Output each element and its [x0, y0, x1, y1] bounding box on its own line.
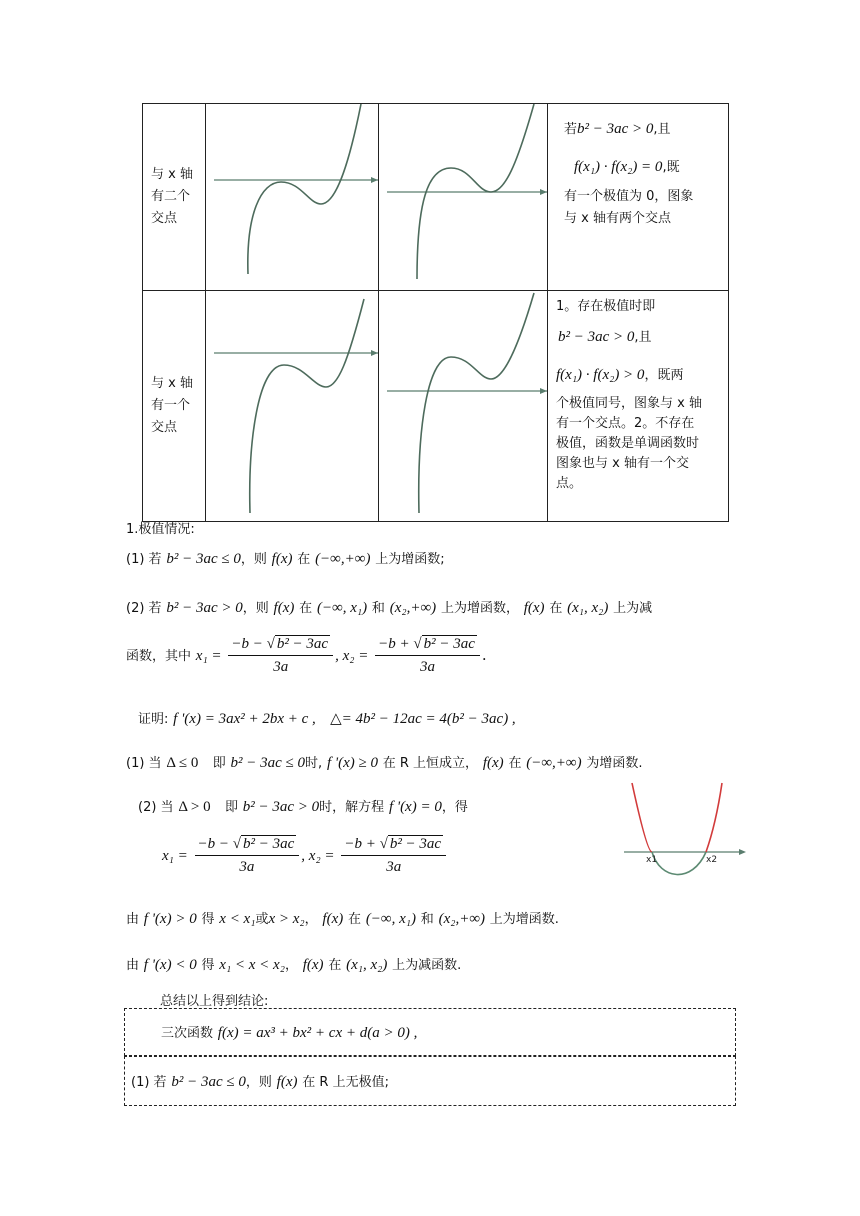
math: , x₂ = [301, 848, 335, 864]
desc-text: 有一个极值为 0，图象 [564, 189, 694, 204]
summary-heading: 总结以上得到结论: [160, 994, 269, 1009]
text: 时, [305, 756, 323, 771]
text: ，则 [240, 552, 267, 567]
conclusion-box-2 [124, 1056, 736, 1106]
desc-text: ,既 [662, 160, 680, 175]
case-2-line [126, 597, 652, 617]
text: 上为减 [613, 601, 653, 616]
case-1-line [126, 548, 445, 568]
product-math: f(x₁) · f(x₂) > 0 [556, 367, 645, 383]
math: (−∞,+∞) [526, 755, 582, 771]
math: f '(x) = 3ax² + 2bx + c , [173, 711, 316, 727]
row-label-line: 有二个 [151, 189, 191, 204]
graph-cell [379, 104, 548, 291]
text: 上为减函数. [392, 958, 462, 973]
row-label-cell [143, 291, 206, 522]
desc-text: 有一个交点。2。不存在 [556, 416, 695, 431]
math: b² − 3ac [389, 836, 442, 852]
graph-cell [379, 291, 548, 522]
text: ，则 [245, 1075, 272, 1090]
text: 在 [328, 958, 342, 973]
text: 时，解方程 [319, 800, 385, 815]
x2-fraction: $\frac{\text{−b + √ b² − 3ac}}{3a}$ [341, 836, 446, 876]
decreasing-line [126, 954, 461, 974]
cubic-graph-tangent-left [206, 104, 378, 286]
desc-text: 个极值同号，图象与 x 轴 [556, 396, 702, 411]
math: −b − [231, 636, 263, 652]
graph-cell [206, 291, 379, 522]
text: 在 [508, 756, 522, 771]
math: f '(x) = 0 [388, 799, 442, 815]
text: 和 [371, 601, 385, 616]
conclusion-box-1 [124, 1008, 736, 1056]
roots-formula-line [126, 636, 487, 676]
section-heading: 1.极值情况: [126, 522, 195, 537]
table-row [143, 104, 729, 291]
description-cell [548, 104, 729, 291]
graph-cell [206, 104, 379, 291]
math: x < x₁ [219, 911, 256, 927]
math: f(x) [271, 551, 293, 567]
text: 即 [212, 756, 226, 771]
text: 在 [297, 552, 311, 567]
text: 函数，其中 [126, 649, 192, 664]
text: 在 [348, 912, 362, 927]
math: f(x) [302, 957, 324, 973]
math: −b − [197, 836, 230, 852]
math: (x₁, x₂) [346, 957, 388, 973]
text: 即 [224, 800, 238, 815]
math: f(x) = ax³ + bx² + cx + d(a > 0) , [217, 1025, 418, 1041]
math: 3a [386, 859, 402, 875]
row-label-line: 交点 [151, 420, 178, 435]
math: x₁ = [162, 848, 188, 864]
math: f '(x) ≥ 0 [326, 755, 378, 771]
text: 上为增函数. [489, 912, 559, 927]
parabola-derivative-graph [622, 780, 750, 884]
math: (−∞, x₁) [316, 600, 368, 616]
cubic-graph-above-axis [206, 291, 378, 517]
text: ，得 [441, 800, 468, 815]
text: (1) 若 [126, 552, 162, 567]
math: (−∞, x₁) [365, 911, 416, 927]
condition-math: b² − 3ac > 0 [577, 121, 654, 137]
desc-text: ,且 [634, 330, 652, 345]
text: 上为增函数; [375, 552, 445, 567]
text: 得 [201, 958, 215, 973]
row-label-cell [143, 104, 206, 291]
text: (2) 若 [126, 601, 162, 616]
row-label-line: 与 x 轴 [151, 167, 193, 182]
math: 3a [420, 659, 435, 675]
description-cell [548, 291, 729, 522]
math: b² − 3ac > 0 [242, 799, 320, 815]
text: 在 R 上无极值; [302, 1075, 389, 1090]
desc-text: ,且 [653, 122, 671, 137]
desc-text: 与 x 轴有两个交点 [564, 211, 671, 226]
text: 由 [126, 912, 140, 927]
text: 由 [126, 958, 140, 973]
desc-text: 点。 [556, 476, 583, 491]
desc-text: 图象也与 x 轴有一个交 [556, 456, 689, 471]
math: , x₂ = [335, 648, 369, 664]
math: Δ ≤ 0 [166, 755, 199, 771]
math: x > x₂ [268, 911, 305, 927]
text: 三次函数 [161, 1026, 214, 1041]
desc-text: 极值，函数是单调函数时 [556, 436, 700, 451]
row-label-line: 有一个 [151, 398, 191, 413]
cubic-graph-below-axis [379, 291, 547, 517]
text: 在 [549, 601, 563, 616]
proof-case-2-line [138, 796, 468, 816]
math: f(x) [322, 911, 344, 927]
math: b² − 3ac ≤ 0 [171, 1074, 246, 1090]
x1-fraction: $\frac{\text{−b − √ b² − 3ac}}{3a}$ [195, 836, 300, 876]
math: −b + [378, 636, 410, 652]
math: x₁ < x < x₂ [219, 957, 285, 973]
roots-formula-line-2 [162, 836, 448, 876]
math: b² − 3ac ≤ 0 [166, 551, 241, 567]
math: 3a [273, 659, 289, 675]
text: 上为增函数， [440, 601, 519, 616]
text: ，则 [242, 601, 269, 616]
x1-fraction: $\frac{\text{−b − √ b² − 3ac}}{3a}$ [228, 636, 333, 676]
math: (−∞,+∞) [315, 551, 371, 567]
desc-text: 若 [564, 122, 578, 137]
math: f '(x) < 0 [143, 957, 197, 973]
math: (x₂,+∞) [438, 911, 486, 927]
math: b² − 3ac [276, 636, 329, 652]
text: ， [284, 958, 298, 973]
x1-label: x1 [646, 855, 658, 865]
row-label-line: 交点 [151, 211, 178, 226]
math: x₁ = [195, 648, 222, 664]
math: f(x) [482, 755, 504, 771]
math: −b + [344, 836, 376, 852]
desc-text: ，既两 [644, 368, 684, 383]
cubic-cases-table [142, 103, 729, 522]
math: b² − 3ac [423, 636, 475, 652]
x2-fraction: $\frac{\text{−b + √ b² − 3ac}}{3a}$ [375, 636, 480, 676]
text: 在 [299, 601, 313, 616]
condition-math: b² − 3ac > 0 [558, 329, 635, 345]
math: Δ > 0 [178, 799, 211, 815]
text: 或 [255, 912, 269, 927]
math: f(x) [276, 1074, 298, 1090]
x2-label: x2 [706, 855, 718, 865]
product-math: f(x₁) · f(x₂) = 0 [574, 159, 663, 175]
math: b² − 3ac ≤ 0 [230, 755, 306, 771]
text: 在 R 上恒成立， [382, 756, 479, 771]
proof-line [138, 708, 516, 728]
math: △= 4b² − 12ac = 4(b² − 3ac) , [330, 711, 516, 727]
text: 得 [201, 912, 215, 927]
math: . [481, 646, 487, 664]
math: (x₁, x₂) [567, 600, 609, 616]
text: 为增函数. [586, 756, 643, 771]
math: 3a [239, 859, 255, 875]
text: (1) 若 [131, 1075, 167, 1090]
text: (2) 当 [138, 800, 174, 815]
text: 证明: [138, 712, 169, 727]
proof-case-1-line [126, 752, 643, 772]
row-label-line: 与 x 轴 [151, 376, 193, 391]
math: (x₂,+∞) [389, 600, 437, 616]
math: b² − 3ac > 0 [166, 600, 243, 616]
increasing-line [126, 908, 559, 928]
table-row [143, 291, 729, 522]
math: f(x) [523, 600, 545, 616]
math: f(x) [273, 600, 295, 616]
desc-text: 1。存在极值时即 [556, 299, 656, 314]
text: 和 [420, 912, 434, 927]
math: f '(x) > 0 [143, 911, 197, 927]
text: ， [304, 912, 318, 927]
text: (1) 当 [126, 756, 162, 771]
math: b² − 3ac [243, 836, 295, 852]
cubic-graph-tangent-right [379, 104, 547, 286]
